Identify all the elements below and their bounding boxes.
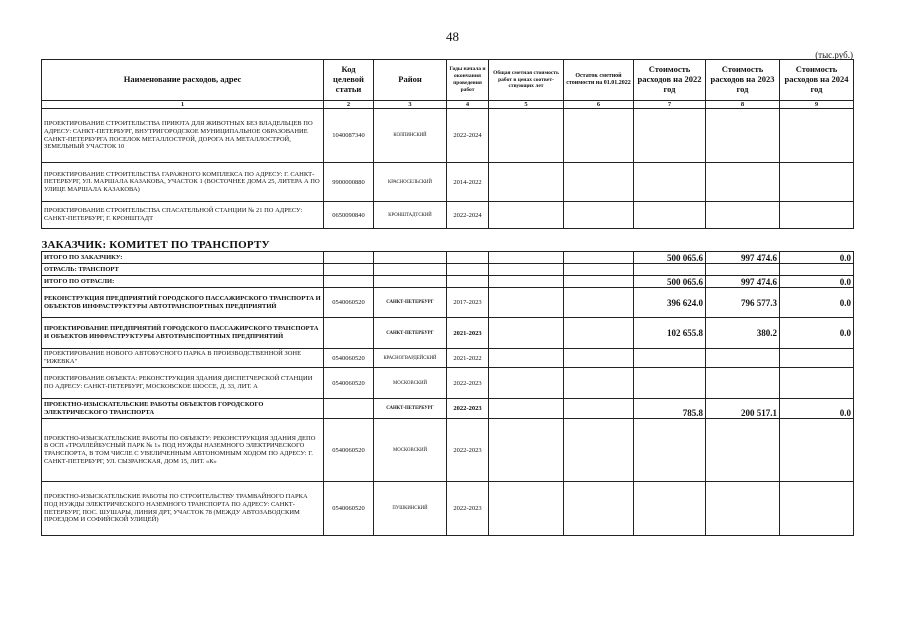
row-cost-2023 [706,109,780,163]
row-district: ПУШКИНСКИЙ [374,482,447,536]
header-total-cost: Общая сметная стоимость работ в ценах соответ-ствующих лет [489,60,564,101]
header-row [42,60,854,101]
table-row [42,288,854,318]
column-number: 5 [489,101,564,109]
row-code: 0540060520 [324,349,374,368]
row-total-cost [489,276,564,288]
row-remainder [564,368,634,399]
row-years: 2022-2023 [447,368,489,399]
row-remainder [564,264,634,276]
row-years: 2022-2023 [447,482,489,536]
row-remainder [564,109,634,163]
header-code: Код целевой статьи [324,60,374,101]
row-total-cost [489,109,564,163]
row-years: 2022-2024 [447,109,489,163]
row-cost-2022: 500 065.6 [634,276,706,288]
row-cost-2022: 785.8 [634,399,706,419]
table-row [42,368,854,399]
row-total-cost [489,419,564,482]
row-code [324,252,374,264]
row-cost-2023 [706,349,780,368]
row-total-cost [489,368,564,399]
row-district: КРОНШТАДТСКИЙ [374,202,447,229]
column-number: 4 [447,101,489,109]
row-cost-2024: 0.0 [780,318,854,349]
row-district: САНКТ-ПЕТЕРБУРГ [374,399,447,419]
row-cost-2023 [706,482,780,536]
row-total-cost [489,349,564,368]
row-years [447,252,489,264]
row-cost-2024 [780,202,854,229]
column-number: 8 [706,101,780,109]
row-name: ПРОЕКТИРОВАНИЕ СТРОИТЕЛЬСТВА ГАРАЖНОГО КОМПЛЕКСА ПО АДРЕСУ: Г. САНКТ-ПЕТЕРБУРГ, УЛ. МАРШАЛА КАЗАКОВА, УЧАСТОК 1 (ВОСТОЧНЕЕ ДОМА 25, ЛИТЕРА А ПО УЛИЦЕ МАРШАЛА КАЗАКОВА) [42,163,324,202]
row-name: ПРОЕКТНО-ИЗЫСКАТЕЛЬСКИЕ РАБОТЫ ОБЪЕКТОВ ГОРОДСКОГО ЭЛЕКТРИЧЕСКОГО ТРАНСПОРТА [42,399,324,419]
row-cost-2022 [634,109,706,163]
row-name: ПРОЕКТНО-ИЗЫСКАТЕЛЬСКИЕ РАБОТЫ ПО ОБЪЕКТУ: РЕКОНСТРУКЦИЯ ЗДАНИЯ ДЕПО В ОСП «ТРОЛЛЕЙБУСНЫЙ ПАРК № 1» ПОД НУЖДЫ НАЗЕМНОГО ЭЛЕКТРИЧЕСКОГО ТРАНСПОРТА, В ТОМ ЧИСЛЕ С УВЕЛИЧЕННЫМ АВТОНОМНЫМ ХОДОМ ПО АДРЕСУ: Г. САНКТ-ПЕТЕРБУРГ, УЛ. СЫЗРАНСКАЯ, ДОМ 15, ЛИТ. «К» [42,419,324,482]
row-years [447,276,489,288]
row-name: ПРОЕКТНО-ИЗЫСКАТЕЛЬСКИЕ РАБОТЫ ПО СТРОИТЕЛЬСТВУ ТРАМВАЙНОГО ПАРКА ПОД НУЖДЫ ЭЛЕКТРИЧЕСКОГО НАЗЕМНОГО ТРАНСПОРТА ПО АДРЕСУ: САНКТ-ПЕТЕРБУРГ, ПОС. ШУШАРЫ, ЛИНИЯ ДРТ, УЧАСТОК 78 (МЕЖДУ АВТОЗАВОДСКИМ ПРОЕЗДОМ И СОФИЙСКОЙ УЛИЦЕЙ) [42,482,324,536]
row-code: 0540060520 [324,368,374,399]
column-number: 6 [564,101,634,109]
row-years: 2022-2024 [447,202,489,229]
row-cost-2022: 500 065.6 [634,252,706,264]
row-district: МОСКОВСКИЙ [374,368,447,399]
row-cost-2022: 396 624.0 [634,288,706,318]
row-cost-2024 [780,368,854,399]
row-remainder [564,202,634,229]
row-cost-2023: 796 577.3 [706,288,780,318]
row-years: 2022-2023 [447,399,489,419]
row-years: 2021-2022 [447,349,489,368]
row-cost-2022 [634,482,706,536]
row-remainder [564,349,634,368]
row-name: ИТОГО ПО ЗАКАЗЧИКУ: [42,252,324,264]
table-row [42,399,854,419]
column-number: 1 [42,101,324,109]
table-row [42,202,854,229]
row-cost-2022: 102 655.8 [634,318,706,349]
row-remainder [564,318,634,349]
row-cost-2023: 997 474.6 [706,252,780,264]
row-years: 2021-2023 [447,318,489,349]
row-district [374,264,447,276]
header-cost-2022: Стоимость расходов на 2022 год [634,60,706,101]
expenses-table [41,59,854,536]
row-cost-2022 [634,349,706,368]
row-code: 0540060520 [324,482,374,536]
row-code [324,318,374,349]
table-row [42,419,854,482]
row-cost-2023 [706,368,780,399]
row-cost-2022 [634,202,706,229]
table-row [42,349,854,368]
table-row [42,252,854,264]
row-district [374,252,447,264]
row-cost-2024 [780,109,854,163]
table-row [42,482,854,536]
row-remainder [564,482,634,536]
row-total-cost [489,163,564,202]
row-code: 9900000880 [324,163,374,202]
row-cost-2024 [780,163,854,202]
row-cost-2024: 0.0 [780,288,854,318]
row-years: 2017-2023 [447,288,489,318]
row-total-cost [489,482,564,536]
row-cost-2022 [634,264,706,276]
header-years: Годы начала и окончания проведения работ [447,60,489,101]
row-district: САНКТ-ПЕТЕРБУРГ [374,288,447,318]
row-total-cost [489,264,564,276]
row-district: КРАСНОСЕЛЬСКИЙ [374,163,447,202]
row-cost-2023 [706,264,780,276]
header-remainder: Остаток сметной стоимости на 01.01.2022 [564,60,634,101]
row-name: ПРОЕКТИРОВАНИЕ НОВОГО АВТОБУСНОГО ПАРКА В ПРОИЗВОДСТВЕННОЙ ЗОНЕ "ИЖЕВКА" [42,349,324,368]
units-label: (тыс.руб.) [815,50,853,60]
row-total-cost [489,252,564,264]
row-district: КОЛПИНСКИЙ [374,109,447,163]
header-cost-2024: Стоимость расходов на 2024 год [780,60,854,101]
column-number: 3 [374,101,447,109]
row-code: 1040087340 [324,109,374,163]
row-total-cost [489,318,564,349]
row-cost-2024: 0.0 [780,399,854,419]
row-name: ПРОЕКТИРОВАНИЕ ОБЪЕКТА: РЕКОНСТРУКЦИЯ ЗДАНИЯ ДИСПЕТЧЕРСКОЙ СТАНЦИИ ПО АДРЕСУ: САНКТ-ПЕТЕРБУРГ, МОСКОВСКОЕ ШОССЕ, Д. 33, ЛИТ. А [42,368,324,399]
row-total-cost [489,399,564,419]
page-number: 48 [446,29,459,44]
row-years [447,264,489,276]
row-name: РЕКОНСТРУКЦИЯ ПРЕДПРИЯТИЙ ГОРОДСКОГО ПАССАЖИРСКОГО ТРАНСПОРТА И ОБЪЕКТОВ ИНФРАСТРУКТУРЫ АВТОТРАНСПОРТНЫХ ПРЕДПРИЯТИЙ [42,288,324,318]
row-name: ОТРАСЛЬ: ТРАНСПОРТ [42,264,324,276]
table-row [42,163,854,202]
row-district: КРАСНОГВАРДЕЙСКИЙ [374,349,447,368]
header-cost-2023: Стоимость расходов на 2023 год [706,60,780,101]
row-cost-2023 [706,419,780,482]
row-district: МОСКОВСКИЙ [374,419,447,482]
table-row [42,276,854,288]
row-remainder [564,419,634,482]
row-district: САНКТ-ПЕТЕРБУРГ [374,318,447,349]
row-cost-2022 [634,368,706,399]
header-district: Район [374,60,447,101]
row-cost-2024 [780,482,854,536]
row-cost-2023: 380.2 [706,318,780,349]
row-code: 0540060520 [324,288,374,318]
row-remainder [564,399,634,419]
row-code [324,399,374,419]
table-row [42,264,854,276]
section-title: ЗАКАЗЧИК: КОМИТЕТ ПО ТРАНСПОРТУ [41,239,270,251]
row-district [374,276,447,288]
row-cost-2023 [706,163,780,202]
row-cost-2023: 200 517.1 [706,399,780,419]
row-total-cost [489,288,564,318]
row-name: ИТОГО ПО ОТРАСЛИ: [42,276,324,288]
row-cost-2024: 0.0 [780,252,854,264]
section-row [42,229,854,252]
table-row [42,109,854,163]
row-years: 2014-2022 [447,163,489,202]
column-number: 7 [634,101,706,109]
header-name: Наименование расходов, адрес [42,60,324,101]
row-name: ПРОЕКТИРОВАНИЕ СТРОИТЕЛЬСТВА СПАСАТЕЛЬНОЙ СТАНЦИИ № 21 ПО АДРЕСУ: САНКТ-ПЕТЕРБУРГ, Г. КРОНШТАДТ [42,202,324,229]
row-name: ПРОЕКТИРОВАНИЕ ПРЕДПРИЯТИЙ ГОРОДСКОГО ПАССАЖИРСКОГО ТРАНСПОРТА И ОБЪЕКТОВ ИНФРАСТРУКТУРЫ АВТОТРАНСПОРТНЫХ ПРЕДПРИЯТИЙ [42,318,324,349]
row-cost-2024 [780,349,854,368]
row-remainder [564,163,634,202]
row-code: 0540060520 [324,419,374,482]
row-cost-2024: 0.0 [780,276,854,288]
column-number: 9 [780,101,854,109]
row-cost-2024 [780,264,854,276]
row-cost-2023 [706,202,780,229]
row-code [324,264,374,276]
table-row [42,318,854,349]
row-code [324,276,374,288]
row-name: ПРОЕКТИРОВАНИЕ СТРОИТЕЛЬСТВА ПРИЮТА ДЛЯ ЖИВОТНЫХ БЕЗ ВЛАДЕЛЬЦЕВ ПО АДРЕСУ: САНКТ-ПЕТЕРБУРГ, ВНУТРИГОРОДСКОЕ МУНИЦИПАЛЬНОЕ ОБРАЗОВАНИЕ САНКТ-ПЕТЕРБУРГА ПОСЕЛОК МЕТАЛЛОСТРОЙ, ДОРОГА НА МЕТАЛЛОСТРОЙ, ЗЕМЕЛЬНЫЙ УЧАСТОК 10 [42,109,324,163]
row-remainder [564,276,634,288]
row-cost-2022 [634,163,706,202]
row-cost-2023: 997 474.6 [706,276,780,288]
row-total-cost [489,202,564,229]
row-remainder [564,288,634,318]
column-number: 2 [324,101,374,109]
row-remainder [564,252,634,264]
row-code: 0650090840 [324,202,374,229]
column-numbers-row [42,101,854,109]
row-cost-2022 [634,419,706,482]
row-years: 2022-2023 [447,419,489,482]
row-cost-2024 [780,419,854,482]
